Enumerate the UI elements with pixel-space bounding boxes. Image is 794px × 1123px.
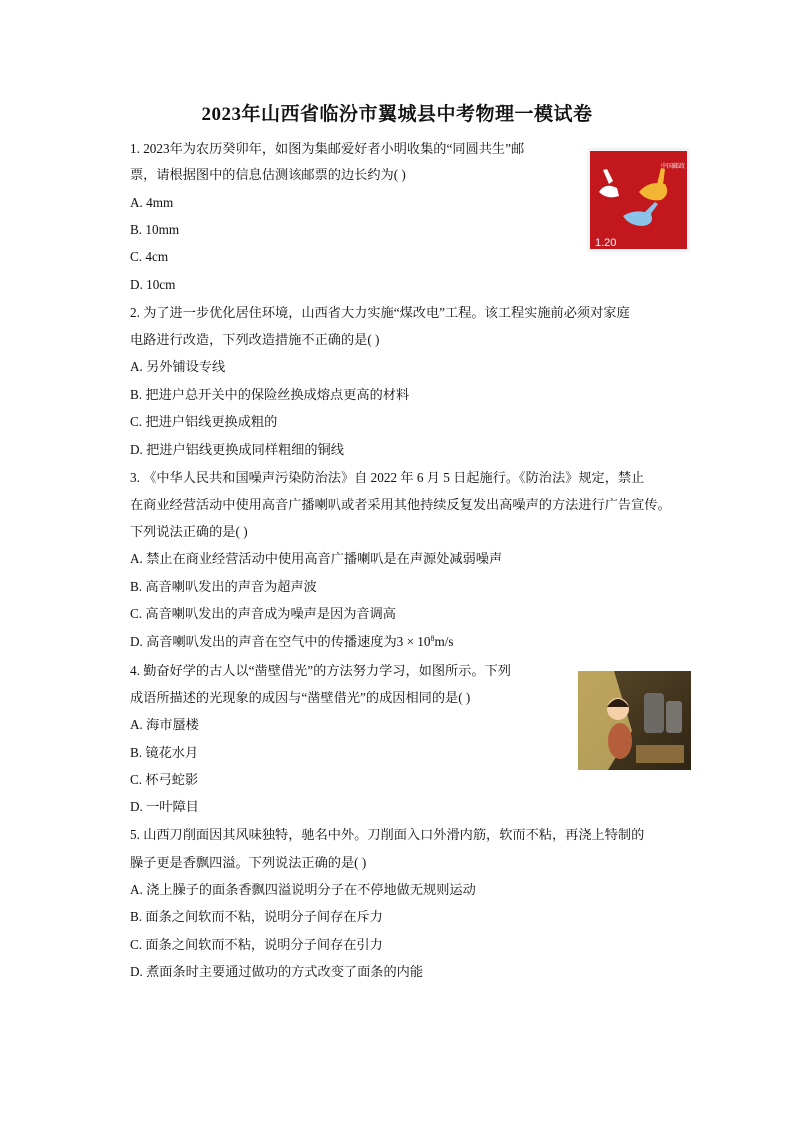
q4-option-b: B. 镜花水月 [130,745,199,760]
q3-line2: 在商业经营活动中使用高音广播喇叭或者采用其他持续反复发出高噪声的方法进行广告宣传。 [130,497,671,512]
q2-line1: 2. 为了进一步优化居住环境，山西省大力实施“煤改电”工程。该工程实施前必须对家庭 [130,305,630,320]
q3-option-d [130,633,454,651]
rabbit-stamp-image [587,148,690,252]
q1-line1: 1. 2023年为农历癸卯年，如图为集邮爱好者小明收集的“同圆共生”邮 [130,141,525,156]
q3-option-d-exponent: 8 [430,634,435,643]
q5-option-b: B. 面条之间软而不粘，说明分子间存在斥力 [130,909,383,924]
q5-option-d: D. 煮面条时主要通过做功的方式改变了面条的内能 [130,964,424,979]
q2-option-b: B. 把进户总开关中的保险丝换成熔点更高的材料 [130,387,410,402]
stamp-value-text: 1.20 [595,237,617,249]
q3-option-d-text: D. 高音喇叭发出的声音在空气中的传播速度为3 × 10 [130,634,431,649]
q2-option-d: D. 把进户铝线更换成同样粗细的铜线 [130,442,344,457]
stamp-country-text: 中国邮政 [660,163,686,170]
study-by-light-illustration [578,671,691,770]
q3-line3: 下列说法正确的是( ) [130,524,248,539]
q5-line2: 臊子更是香飘四溢。下列说法正确的是( ) [130,855,367,870]
q3-option-b: B. 高音喇叭发出的声音为超声波 [130,579,317,594]
q4-line2: 成语所描述的光现象的成因与“凿壁借光”的成因相同的是( ) [130,690,471,705]
page-title: 2023年山西省临汾市翼城县中考物理一模试卷 [201,104,593,125]
q1-option-a: A. 4mm [130,195,174,210]
q4-line1: 4. 勤奋好学的古人以“凿壁借光”的方法努力学习，如图所示。下列 [130,663,511,678]
q4-option-a: A. 海市蜃楼 [130,717,199,732]
q1-option-c: C. 4cm [130,249,169,264]
q3-option-c: C. 高音喇叭发出的声音成为噪声是因为音调高 [130,606,396,621]
q3-option-d-unit: m/s [434,634,454,649]
q5-line1: 5. 山西刀削面因其风味独特，驰名中外。刀削面入口外滑内筋，软而不粘，再浇上特制的 [130,827,645,842]
q5-option-a: A. 浇上臊子的面条香飘四溢说明分子在不停地做无规则运动 [130,882,476,897]
q1-line2: 票，请根据图中的信息估测该邮票的边长约为( ) [130,167,406,182]
q3-line1: 3. 《中华人民共和国噪声污染防治法》自 2022 年 6 月 5 日起施行。《防治法》规定，禁止 [130,470,645,485]
q5-option-c: C. 面条之间软而不粘，说明分子间存在引力 [130,937,383,952]
q2-option-c: C. 把进户铝线更换成粗的 [130,414,278,429]
q1-option-b: B. 10mm [130,222,180,237]
q4-option-c: C. 杯弓蛇影 [130,772,199,787]
q2-option-a: A. 另外铺设专线 [130,359,226,374]
q2-line2: 电路进行改造，下列改造措施不正确的是( ) [130,332,380,347]
q3-option-a: A. 禁止在商业经营活动中使用高音广播喇叭是在声源处减弱噪声 [130,551,503,566]
q1-option-d: D. 10cm [130,277,176,292]
q4-option-d: D. 一叶障目 [130,799,199,814]
